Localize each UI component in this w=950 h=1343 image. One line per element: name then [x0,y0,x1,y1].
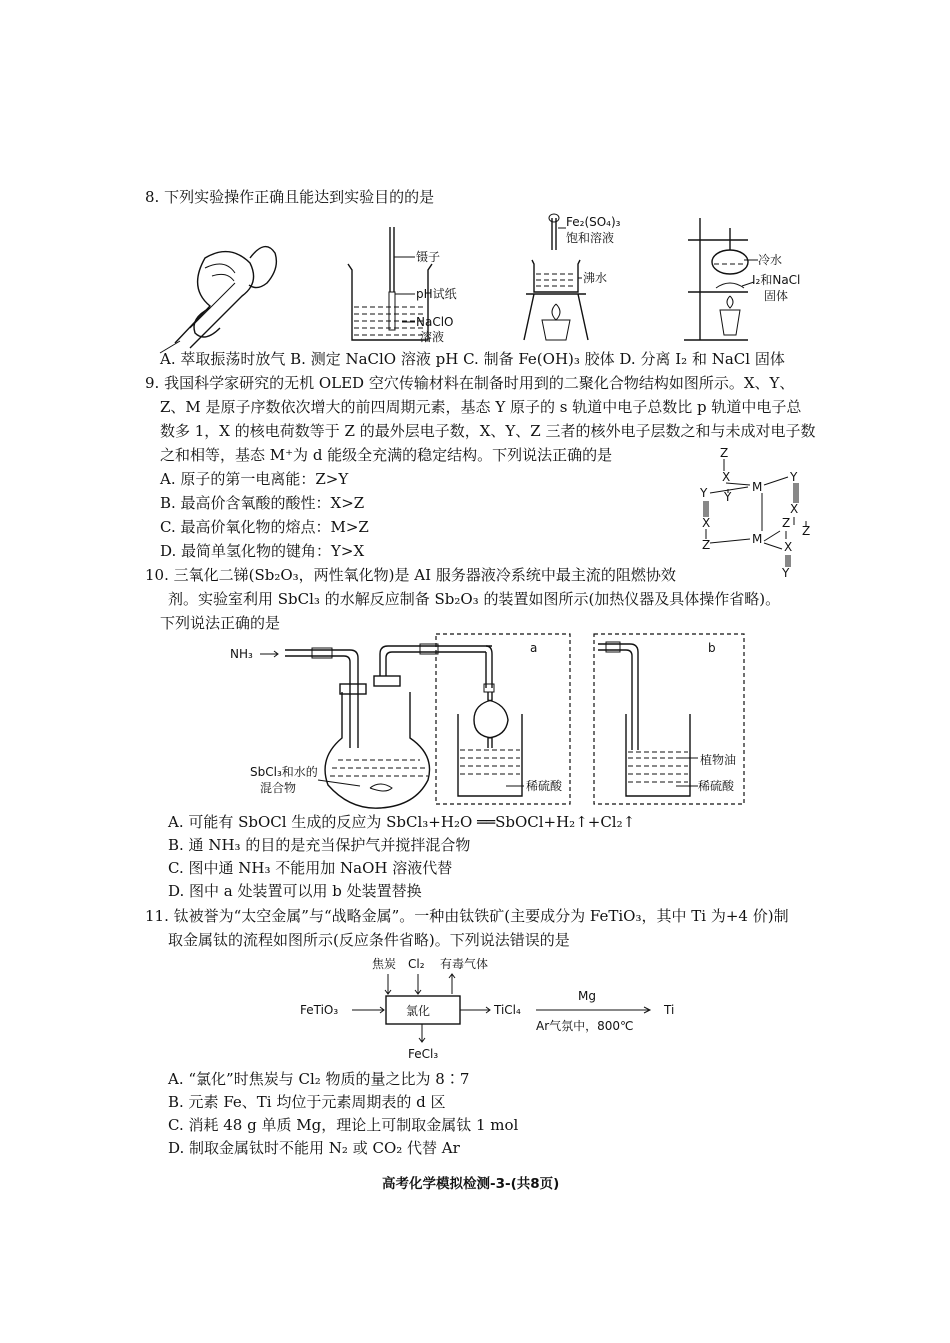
svg-text:X: X [790,502,799,516]
q8-stem: 8. 下列实验操作正确且能达到实验目的的是 [145,188,435,206]
label-acid-b: 稀硫酸 [698,779,735,793]
svg-text:Z: Z [782,516,791,530]
q11-flowchart [300,952,700,1067]
svg-text:X: X [702,516,711,530]
label-naclo: NaClO [416,315,454,329]
svg-text:X: X [722,470,731,484]
svg-text:Z: Z [702,538,711,552]
q9-structure [690,445,830,585]
q11-option-a: A. “氯化”时焦炭与 Cl₂ 物质的量之比为 8∶7 [168,1070,470,1088]
q9-option-d: D. 最简单氢化物的键角：Y>X [160,542,365,560]
q10-option-a: A. 可能有 SbOCl 生成的反应为 SbCl₃+H₂O ══SbOCl+H₂↑+Cl₂↑ [168,813,636,831]
svg-text:Y: Y [790,470,798,484]
flow-chlorination: 氯化 [406,1004,431,1018]
flow-coke: 焦炭 [372,957,397,971]
q10-option-c: C. 图中通 NH₃ 不能用加 NaOH 溶液代替 [168,859,453,877]
q9-option-a: A. 原子的第一电离能：Z>Y [160,470,349,488]
label-mixture-2: 混合物 [260,781,297,795]
svg-text:Y: Y [782,566,790,580]
flow-toxic-gas: 有毒气体 [440,957,489,971]
q11-line-2: 取金属钛的流程如图所示(反应条件省略)。下列说法错误的是 [168,931,570,949]
flow-fetio3: FeTiO₃ [300,1003,339,1017]
q8-options: A. 萃取振荡时放气 B. 测定 NaClO 溶液 pH C. 制备 Fe(OH)₃ 胶体 D. 分离 I₂ 和 NaCl 固体 [160,350,785,368]
flow-fecl3: FeCl₃ [408,1047,439,1061]
flow-ti: Ti [664,1003,675,1017]
label-acid-a: 稀硫酸 [526,779,563,793]
flow-cl2: Cl₂ [408,957,425,971]
q8-figure-c [520,212,650,347]
q9-option-b: B. 最高价含氧酸的酸性：X>Z [160,494,365,512]
label-i2-nacl: I₂和NaCl [752,273,801,287]
q9-line-2: Z、M 是原子序数依次增大的前四周期元素，基态 Y 原子的 s 轨道中电子总数比 p 轨道中电子总 [160,398,802,416]
flow-mg: Mg [578,989,596,1003]
label-oil: 植物油 [700,753,737,767]
q8-figure-a [150,228,280,353]
label-fe2so43: Fe₂(SO₄)₃ [566,215,621,229]
flow-condition: Ar气氛中，800℃ [536,1019,634,1033]
q10-line-3: 下列说法正确的是 [160,614,281,632]
q11-line-1: 11. 钛被誉为“太空金属”与“战略金属”。一种由钛铁矿(主要成分为 FeTiO₃，其中 Ti 为+4 价)制 [145,907,789,925]
q10-option-b: B. 通 NH₃ 的目的是充当保护气并搅拌混合物 [168,836,471,854]
svg-text:X: X [784,540,793,554]
svg-text:Z: Z [720,446,729,460]
svg-text:M: M [752,480,763,494]
page-footer: 高考化学模拟检测-3-(共8页) [382,1176,560,1192]
label-boiling-water: 沸水 [583,271,608,285]
label-b: b [708,641,716,655]
q11-option-c: C. 消耗 48 g 单质 Mg，理论上可制取金属钛 1 mol [168,1116,519,1134]
q10-line-1: 10. 三氧化二锑(Sb₂O₃，两性氧化物)是 AI 服务器液冷系统中最主流的阻燃协效 [145,566,676,584]
svg-text:M: M [752,532,763,546]
svg-text:Y: Y [724,490,732,504]
q8-figure-d [678,210,808,345]
q10-apparatus [230,630,780,810]
label-a: a [530,641,538,655]
label-nh3: NH₃ [230,647,253,661]
q8-figure-b [340,222,460,347]
svg-text:Y: Y [700,486,708,500]
q9-line-4: 之和相等，基态 M⁺为 d 能级全充满的稳定结构。下列说法正确的是 [160,446,613,464]
label-solution: 溶液 [420,330,445,344]
q10-line-2: 剂。实验室利用 SbCl₃ 的水解反应制备 Sb₂O₃ 的装置如图所示(加热仪器及具体操作省略)。 [168,590,781,608]
label-ph-paper: pH试纸 [416,287,457,301]
svg-text:Z: Z [802,524,811,538]
label-solid: 固体 [764,289,789,303]
q10-option-d: D. 图中 a 处装置可以用 b 处装置替换 [168,882,422,900]
label-cold-water: 冷水 [758,253,783,267]
q11-option-d: D. 制取金属钛时不能用 N₂ 或 CO₂ 代替 Ar [168,1139,460,1157]
q9-line-1: 9. 我国科学家研究的无机 OLED 空穴传输材料在制备时用到的二聚化合物结构如图所示。X、Y、 [145,374,795,392]
label-saturated: 饱和溶液 [566,231,615,245]
q11-option-b: B. 元素 Fe、Ti 均位于元素周期表的 d 区 [168,1093,446,1111]
flow-ticl4: TiCl₄ [494,1003,521,1017]
q9-option-c: C. 最高价氧化物的熔点：M>Z [160,518,369,536]
label-tweezers: 镊子 [416,250,441,264]
label-mixture-1: SbCl₃和水的 [250,765,318,779]
q9-line-3: 数多 1，X 的核电荷数等于 Z 的最外层电子数，X、Y、Z 三者的核外电子层数之和与未成对电子数 [160,422,816,440]
